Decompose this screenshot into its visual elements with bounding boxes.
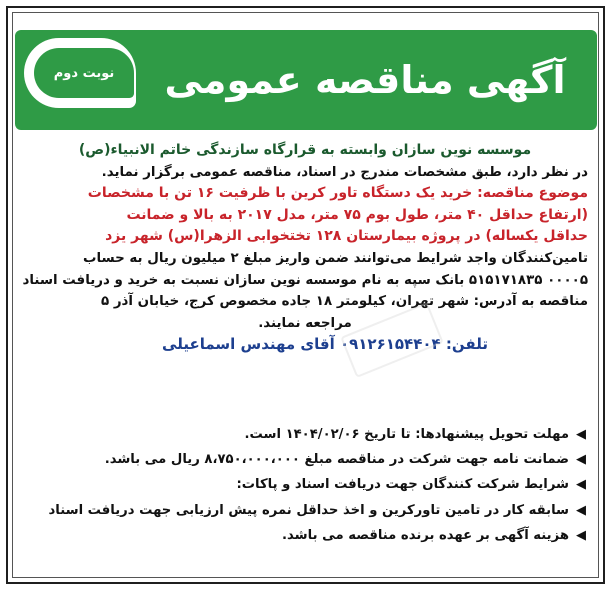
arrow-bullet-icon: ◀ <box>576 527 586 543</box>
bullet-text: شرایط شرکت کنندگان جهت دریافت اسناد و پاکات: <box>236 477 569 493</box>
bullet-item <box>22 523 588 548</box>
bullet-text: مهلت تحویل پیشنهادها: تا تاریخ ۱۴۰۴/۰۲/۰۶ است. <box>244 427 569 442</box>
bullet-item <box>22 472 588 497</box>
organization-line: موسسه نوین سازان وابسته به قرارگاه سازندگی خاتم الانبیاء(ص) <box>78 142 532 158</box>
bullet-text: سابقه کار در تامین تاورکرین و اخذ حداقل نمره پیش ارزیابی جهت دریافت اسناد <box>48 502 569 518</box>
notice-body <box>22 140 588 356</box>
notice-title: آگهی مناقصه عمومی <box>164 58 566 102</box>
bullet-item <box>22 498 588 523</box>
arrow-bullet-icon: ◀ <box>576 452 586 468</box>
arrow-bullet-icon: ◀ <box>576 427 586 442</box>
arrow-bullet-icon: ◀ <box>576 502 586 518</box>
subject-line-3: حداقل یکساله) در پروژه بیمارستان ۱۲۸ تختخوابی الزهرا(س) شهر یزد <box>105 228 588 245</box>
bullet-list <box>22 422 588 548</box>
arrow-bullet-icon: ◀ <box>576 477 586 493</box>
conditions-line-3: مناقصه به آدرس: شهر تهران، کیلومتر ۱۸ جاده مخصوص کرج، خیابان آذر ۵ <box>100 294 588 310</box>
subject-line-2: (ارتفاع حداقل ۴۰ متر، طول بوم ۷۵ متر، مدل ۲۰۱۷ به بالا و ضمانت <box>126 206 588 223</box>
bullet-item <box>22 447 588 472</box>
intro-line: در نظر دارد، طبق مشخصات مندرج در اسناد، مناقصه عمومی برگزار نماید. <box>101 164 588 180</box>
round-badge: نوبت دوم <box>34 48 134 98</box>
phone-line: تلفن: ۰۹۱۲۶۱۵۴۴۰۴ آقای مهندس اسماعیلی <box>162 335 488 354</box>
subject-line-1: موضوع مناقصه: خرید یک دستگاه تاور کرین با ظرفیت ۱۶ تن با مشخصات <box>87 185 588 202</box>
conditions-line-1: تامین‌کنندگان واجد شرایط می‌توانند ضمن واریز مبلغ ۲ میلیون ریال به حساب <box>82 250 588 266</box>
conditions-line-2: ۰۰۰۰۵ ۵۱۵۱۷۱۸۳۵ بانک سپه به نام موسسه نوین سازان نسبت به خرید و دریافت اسناد <box>22 272 588 288</box>
bullet-text: ضمانت نامه جهت شرکت در مناقصه مبلغ ۸،۷۵۰،۰۰۰،۰۰۰ ریال می باشد. <box>104 452 569 468</box>
bullet-text: هزینه آگهی بر عهده برنده مناقصه می باشد. <box>282 527 569 543</box>
bullet-item <box>22 422 588 447</box>
conditions-line-4: مراجعه نمایند. <box>258 315 352 331</box>
